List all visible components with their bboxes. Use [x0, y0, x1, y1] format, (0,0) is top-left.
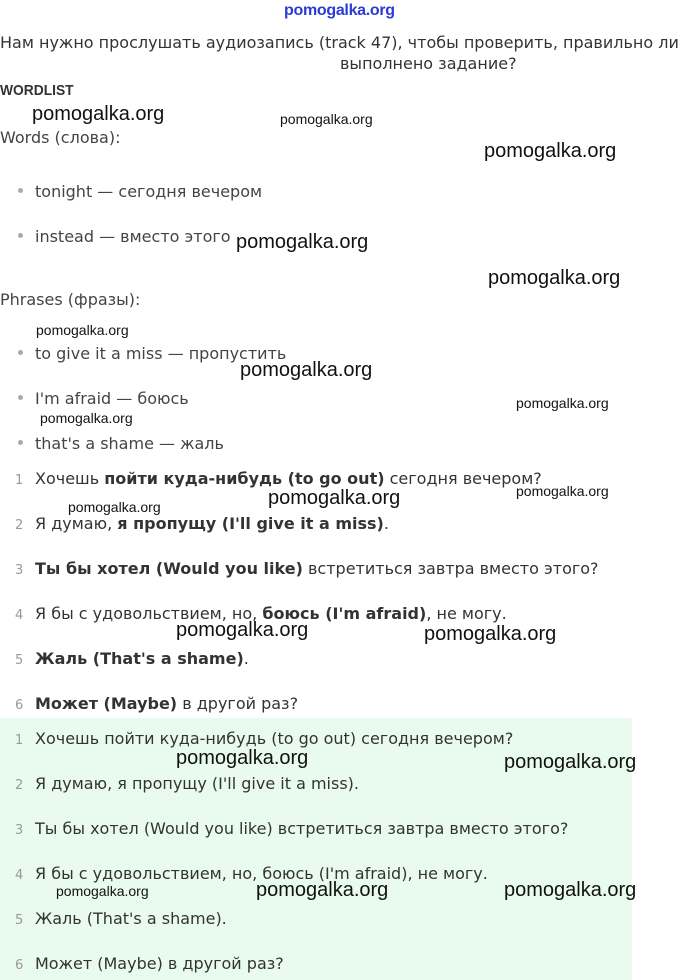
- watermark: pomogalka.org: [40, 410, 133, 426]
- translation-line: 5 Жаль (That's a shame).: [15, 909, 227, 928]
- watermark: pomogalka.org: [56, 883, 149, 899]
- translation-line: 4 Я бы с удовольствием, но, боюсь (I'm afraid), не могу.: [15, 864, 488, 883]
- dialogue-line: 1 Хочешь пойти куда-нибудь (to go out) сегодня вечером?: [15, 469, 542, 488]
- watermark: pomogalka.org: [504, 879, 637, 901]
- dialogue-line: 4 Я бы с удовольствием, но, боюсь (I'm afraid), не могу.: [15, 604, 507, 623]
- intro-text: Нам нужно прослушать аудиозапись (track 47), чтобы проверить, правильно ли: [0, 33, 679, 52]
- phrase-item: that's a shame — жаль: [18, 434, 224, 453]
- watermark: pomogalka.org: [504, 751, 637, 773]
- watermark: pomogalka.org: [176, 747, 309, 769]
- watermark: pomogalka.org: [268, 487, 401, 509]
- watermark: pomogalka.org: [68, 499, 161, 515]
- watermark: pomogalka.org: [516, 395, 609, 411]
- site-logo[interactable]: pomogalka.org: [284, 2, 395, 19]
- watermark: pomogalka.org: [236, 231, 369, 253]
- bullet-dot: [18, 233, 23, 238]
- phrase-item: I'm afraid — боюсь: [18, 389, 189, 408]
- bullet-dot: [18, 188, 23, 193]
- watermark: pomogalka.org: [36, 322, 129, 338]
- words-heading: Words (слова):: [0, 128, 121, 147]
- word-item: tonight — сегодня вечером: [18, 182, 262, 201]
- bullet-dot: [18, 395, 23, 400]
- dialogue-line: 2 Я думаю, я пропущу (I'll give it a miss).: [15, 514, 389, 533]
- translation-line: 1 Хочешь пойти куда-нибудь (to go out) сегодня вечером?: [15, 729, 514, 748]
- watermark: pomogalka.org: [240, 359, 373, 381]
- watermark: pomogalka.org: [280, 111, 373, 127]
- dialogue-line: 3 Ты бы хотел (Would you like) встретиться завтра вместо этого?: [15, 559, 599, 578]
- word-item: instead — вместо этого: [18, 227, 231, 246]
- phrase-item: to give it a miss — пропустить: [18, 344, 286, 363]
- translation-line: 2 Я думаю, я пропущу (I'll give it a miss).: [15, 774, 359, 793]
- wordlist-title: WORDLIST: [0, 82, 74, 99]
- watermark: pomogalka.org: [256, 879, 389, 901]
- translation-line: 6 Может (Maybe) в другой раз?: [15, 954, 284, 973]
- bullet-dot: [18, 350, 23, 355]
- phrases-heading: Phrases (фразы):: [0, 290, 141, 309]
- watermark: pomogalka.org: [424, 623, 557, 645]
- dialogue-line: 5 Жаль (That's a shame).: [15, 649, 249, 668]
- watermark: pomogalka.org: [516, 483, 609, 499]
- intro-text-cut: выполнено задание?: [340, 54, 517, 73]
- bullet-dot: [18, 440, 23, 445]
- watermark: pomogalka.org: [176, 619, 309, 641]
- translation-line: 3 Ты бы хотел (Would you like) встретиться завтра вместо этого?: [15, 819, 569, 838]
- watermark: pomogalka.org: [32, 103, 165, 125]
- watermark: pomogalka.org: [488, 267, 621, 289]
- watermark: pomogalka.org: [484, 140, 617, 162]
- dialogue-line: 6 Может (Maybe) в другой раз?: [15, 694, 299, 713]
